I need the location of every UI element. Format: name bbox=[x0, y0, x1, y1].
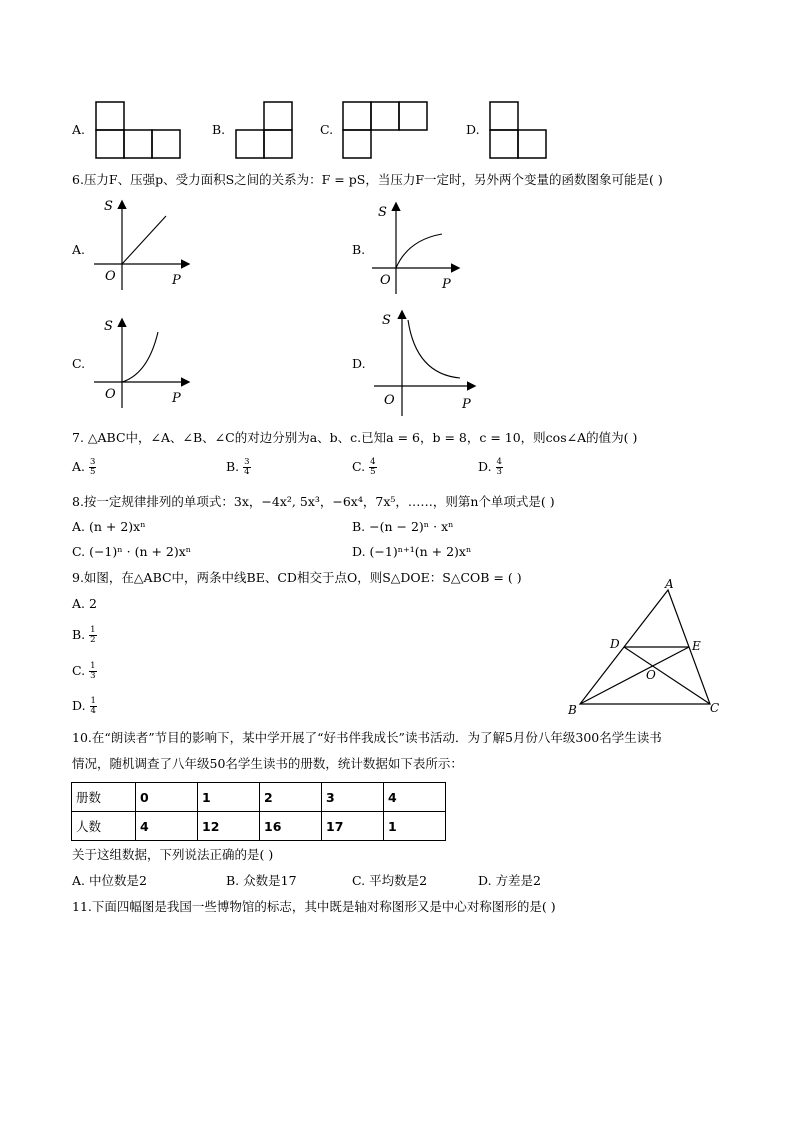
q7-option-a bbox=[72, 458, 96, 477]
q6-graph-a bbox=[92, 194, 196, 290]
table-cell: 1 bbox=[198, 783, 260, 812]
q8-text: 8.按一定规律排列的单项式：3x，−4x², 5x³，−6x⁴，7x⁵，……，则第n个单项式是( ) bbox=[72, 494, 555, 509]
numerator: 4 bbox=[496, 457, 502, 467]
q10-option-b: B. 众数是17 bbox=[226, 873, 297, 888]
q9-triangle-figure bbox=[562, 576, 728, 718]
q6-d-axis-x: P bbox=[462, 397, 471, 412]
q9-option-b-fraction bbox=[89, 626, 96, 645]
denominator: 3 bbox=[496, 467, 502, 477]
q11-text: 11.下面四幅图是我国一些博物馆的标志，其中既是轴对称图形又是中心对称图形的是( ) bbox=[72, 899, 556, 914]
q7-option-d-fraction bbox=[496, 458, 503, 477]
q7-option-c-label: C. bbox=[352, 459, 366, 474]
q6-c-origin: O bbox=[105, 387, 116, 402]
q7-option-b-fraction bbox=[243, 458, 250, 477]
q10-line1: 10.在“朗读者”节目的影响下，某中学开展了“好书伴我成长”读书活动．为了解5月份八年级300名学生读书 bbox=[72, 730, 662, 745]
denominator: 4 bbox=[90, 706, 96, 716]
q7-option-b-label: B. bbox=[226, 459, 240, 474]
point-o: O bbox=[646, 668, 656, 682]
q10-option-a: A. 中位数是2 bbox=[72, 873, 147, 888]
table-cell: 册数 bbox=[72, 783, 136, 812]
table-row bbox=[72, 812, 446, 841]
q6-a-axis-x: P bbox=[172, 273, 181, 288]
q5-option-c-label: C. bbox=[320, 122, 334, 137]
q8-option-d: D. (−1)ⁿ⁺¹(n + 2)xⁿ bbox=[352, 544, 472, 559]
numerator: 1 bbox=[90, 696, 96, 706]
table-cell: 16 bbox=[260, 812, 322, 841]
table-row bbox=[72, 783, 446, 812]
q6-text: 6.压力F、压强p、受力面积S之间的关系为：F = pS，当压力F一定时，另外两个变量的函数图象可能是( ) bbox=[72, 172, 663, 187]
q7-option-c bbox=[352, 458, 377, 477]
q9-option-d-label: D. bbox=[72, 698, 86, 713]
table-cell: 4 bbox=[384, 783, 446, 812]
q9-option-d bbox=[72, 697, 97, 716]
q7-option-c-fraction bbox=[369, 458, 376, 477]
q9-option-c bbox=[72, 662, 97, 681]
numerator: 1 bbox=[90, 661, 96, 671]
q9-option-a: A. 2 bbox=[72, 596, 97, 611]
q9-option-d-fraction bbox=[90, 697, 97, 716]
q8-option-b: B. −(n − 2)ⁿ · xⁿ bbox=[352, 519, 454, 534]
q9-text: 9.如图，在△ABC中，两条中线BE、CD相交于点O，则S△DOE：S△COB = ( ) bbox=[72, 570, 522, 585]
q10-option-d: D. 方差是2 bbox=[478, 873, 541, 888]
q8-option-c: C. (−1)ⁿ · (n + 2)xⁿ bbox=[72, 544, 192, 559]
q5-figure-a bbox=[94, 100, 182, 160]
q9-option-b-label: B. bbox=[72, 627, 86, 642]
q5-option-d-label: D. bbox=[466, 122, 480, 137]
q6-b-axis-x: P bbox=[442, 277, 451, 292]
q5-figure-b bbox=[234, 100, 294, 160]
q7-option-d bbox=[478, 458, 503, 477]
q6-d-axis-y: S bbox=[382, 313, 391, 328]
denominator: 5 bbox=[90, 467, 96, 477]
q6-a-axis-y: S bbox=[104, 199, 113, 214]
denominator: 3 bbox=[90, 671, 96, 681]
q6-graph-c bbox=[92, 312, 196, 408]
q10-data-table bbox=[71, 782, 446, 841]
q8-option-a: A. (n + 2)xⁿ bbox=[72, 519, 146, 534]
q9-option-b bbox=[72, 626, 97, 645]
q6-b-axis-y: S bbox=[378, 205, 387, 220]
numerator: 3 bbox=[244, 457, 250, 467]
q6-graph-b bbox=[370, 198, 466, 294]
denominator: 5 bbox=[370, 467, 376, 477]
q6-option-d-label: D. bbox=[352, 356, 366, 371]
q6-option-a-label: A. bbox=[72, 242, 86, 257]
table-cell: 17 bbox=[322, 812, 384, 841]
point-a: A bbox=[665, 577, 674, 591]
numerator: 3 bbox=[90, 457, 96, 467]
q7-option-d-label: D. bbox=[478, 459, 492, 474]
numerator: 1 bbox=[90, 625, 96, 635]
q5-option-b-label: B. bbox=[212, 122, 226, 137]
q10-question: 关于这组数据，下列说法正确的是( ) bbox=[72, 847, 274, 862]
point-d: D bbox=[610, 637, 620, 651]
q6-c-axis-y: S bbox=[104, 319, 113, 334]
q5-option-a-label: A. bbox=[72, 122, 86, 137]
denominator: 2 bbox=[90, 635, 96, 645]
numerator: 4 bbox=[370, 457, 376, 467]
q9-option-c-fraction bbox=[89, 662, 96, 681]
q9-option-c-label: C. bbox=[72, 663, 86, 678]
q7-option-b bbox=[226, 458, 251, 477]
q6-graph-d bbox=[372, 306, 480, 416]
q5-figure-c bbox=[341, 100, 429, 160]
q10-line2: 情况，随机调查了八年级50名学生读书的册数，统计数据如下表所示： bbox=[72, 756, 463, 771]
q10-option-c: C. 平均数是2 bbox=[352, 873, 428, 888]
q7-option-a-fraction bbox=[89, 458, 96, 477]
denominator: 4 bbox=[244, 467, 250, 477]
q6-b-origin: O bbox=[380, 273, 391, 288]
point-e: E bbox=[692, 639, 701, 653]
q6-option-c-label: C. bbox=[72, 356, 86, 371]
q7-option-a-label: A. bbox=[72, 459, 86, 474]
table-cell: 3 bbox=[322, 783, 384, 812]
table-cell: 2 bbox=[260, 783, 322, 812]
q6-option-b-label: B. bbox=[352, 242, 366, 257]
q6-a-origin: O bbox=[105, 269, 116, 284]
table-cell: 1 bbox=[384, 812, 446, 841]
table-cell: 人数 bbox=[72, 812, 136, 841]
q6-d-origin: O bbox=[384, 393, 395, 408]
table-cell: 12 bbox=[198, 812, 260, 841]
q7-text: 7. △ABC中，∠A、∠B、∠C的对边分别为a、b、c.已知a = 6，b = 8，c = 10，则cos∠A的值为( ) bbox=[72, 430, 638, 445]
point-c: C bbox=[710, 701, 720, 715]
table-cell: 0 bbox=[136, 783, 198, 812]
q6-c-axis-x: P bbox=[172, 391, 181, 406]
q5-figure-d bbox=[488, 100, 548, 160]
table-cell: 4 bbox=[136, 812, 198, 841]
point-b: B bbox=[568, 703, 577, 717]
